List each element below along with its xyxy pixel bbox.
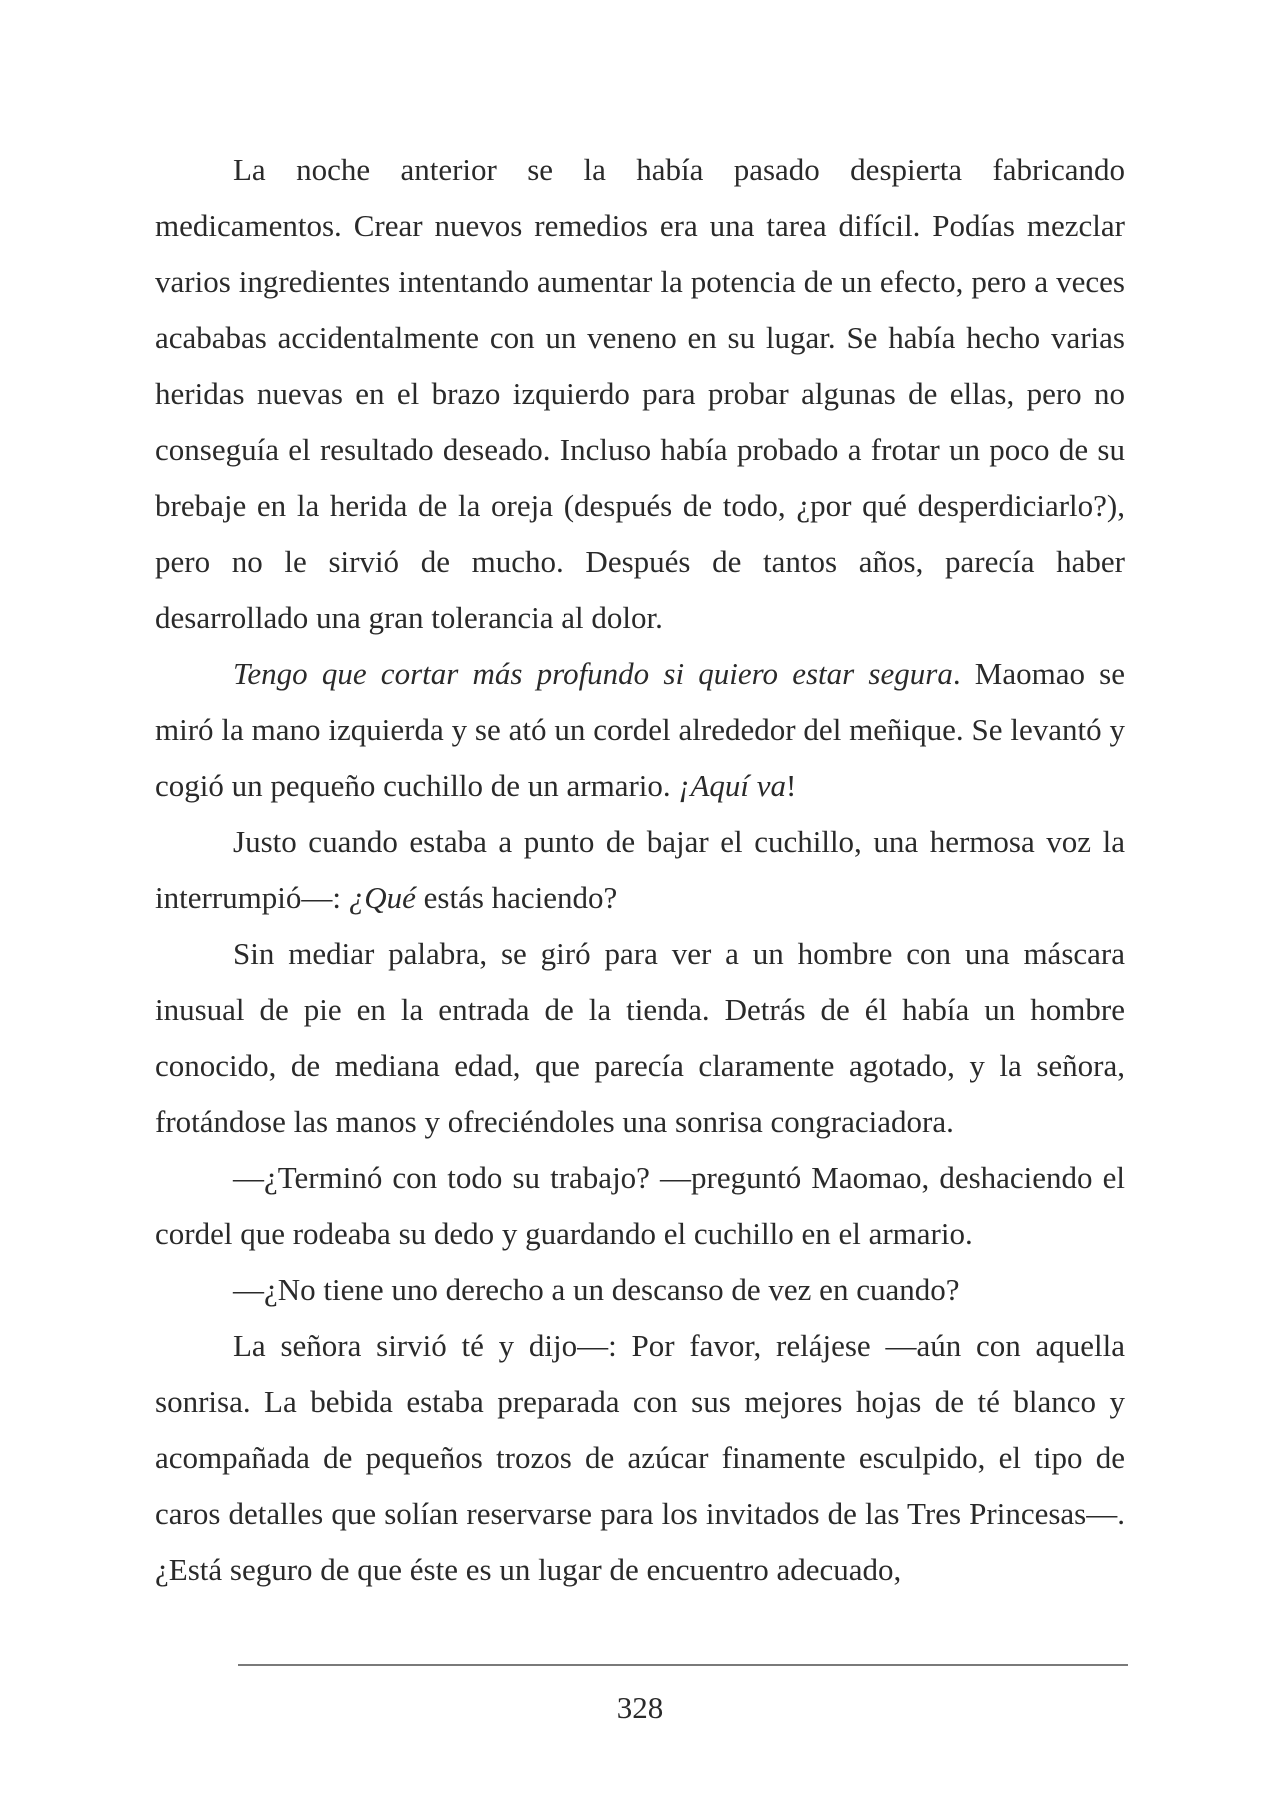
paragraph [155,142,1125,646]
text-run: Sin mediar palabra, se giró para ver a un hombre con una máscara inusual de pie en la entrada de la tienda. Detrás de él había un hombre conocido, de mediana edad, que parecía claramente agotado, y la señora, frotándose las manos y ofreciéndoles una sonrisa congraciadora. [155,936,1125,1139]
italic-text: Tengo que cortar más profundo si quiero estar segura [233,656,953,691]
paragraph [155,1262,1125,1318]
text-run: Justo cuando estaba a punto de bajar el cuchillo, una hermosa voz la interrumpió—: [155,824,1125,915]
italic-text: ¿Qué [348,880,416,915]
text-run: La noche anterior se la había pasado despierta fabricando medicamentos. Crear nuevos remedios era una tarea difícil. Podías mezclar varios ingredientes intentando aumentar la potencia de un efecto, pero a veces acababas accidentalmente con un veneno en su lugar. Se había hecho varias heridas nuevas en el brazo izquierdo para probar algunas de ellas, pero no conseguía el resultado deseado. Incluso había probado a frotar un poco de su brebaje en la herida de la oreja (después de todo, ¿por qué desperdiciarlo?), pero no le sirvió de mucho. Después de tantos años, parecía haber desarrollado una gran tolerancia al dolor. [155,152,1125,635]
page-number: 328 [616,1690,664,1725]
text-run: La señora sirvió té y dijo—: Por favor, relájese —aún con aquella sonrisa. La bebida estaba preparada con sus mejores hojas de té blanco y acompañada de pequeños trozos de azúcar finamente esculpido, el tipo de caros detalles que solían reservarse para los invitados de las Tres Princesas—. ¿Está seguro de que éste es un lugar de encuentro adecuado, [155,1328,1125,1587]
text-run: —¿Terminó con todo su trabajo? —preguntó Maomao, deshaciendo el cordel que rodeaba su dedo y guardando el cuchillo en el armario. [155,1160,1125,1251]
paragraph [155,646,1125,814]
text-run: ! [786,768,797,803]
text-run: —¿No tiene uno derecho a un descanso de vez en cuando? [233,1272,960,1307]
paragraph [155,814,1125,926]
footer-divider [238,1664,1128,1666]
paragraph [155,1318,1125,1598]
text-run: . Maomao se miró la mano izquierda y se ató un cordel alrededor del meñique. Se levantó y cogió un pequeño cuchillo de un armario. [155,656,1125,803]
paragraph [155,1150,1125,1262]
body-text [155,142,1125,1598]
paragraph [155,926,1125,1150]
text-run: estás haciendo? [415,880,618,915]
italic-text: ¡Aquí va [678,768,787,803]
